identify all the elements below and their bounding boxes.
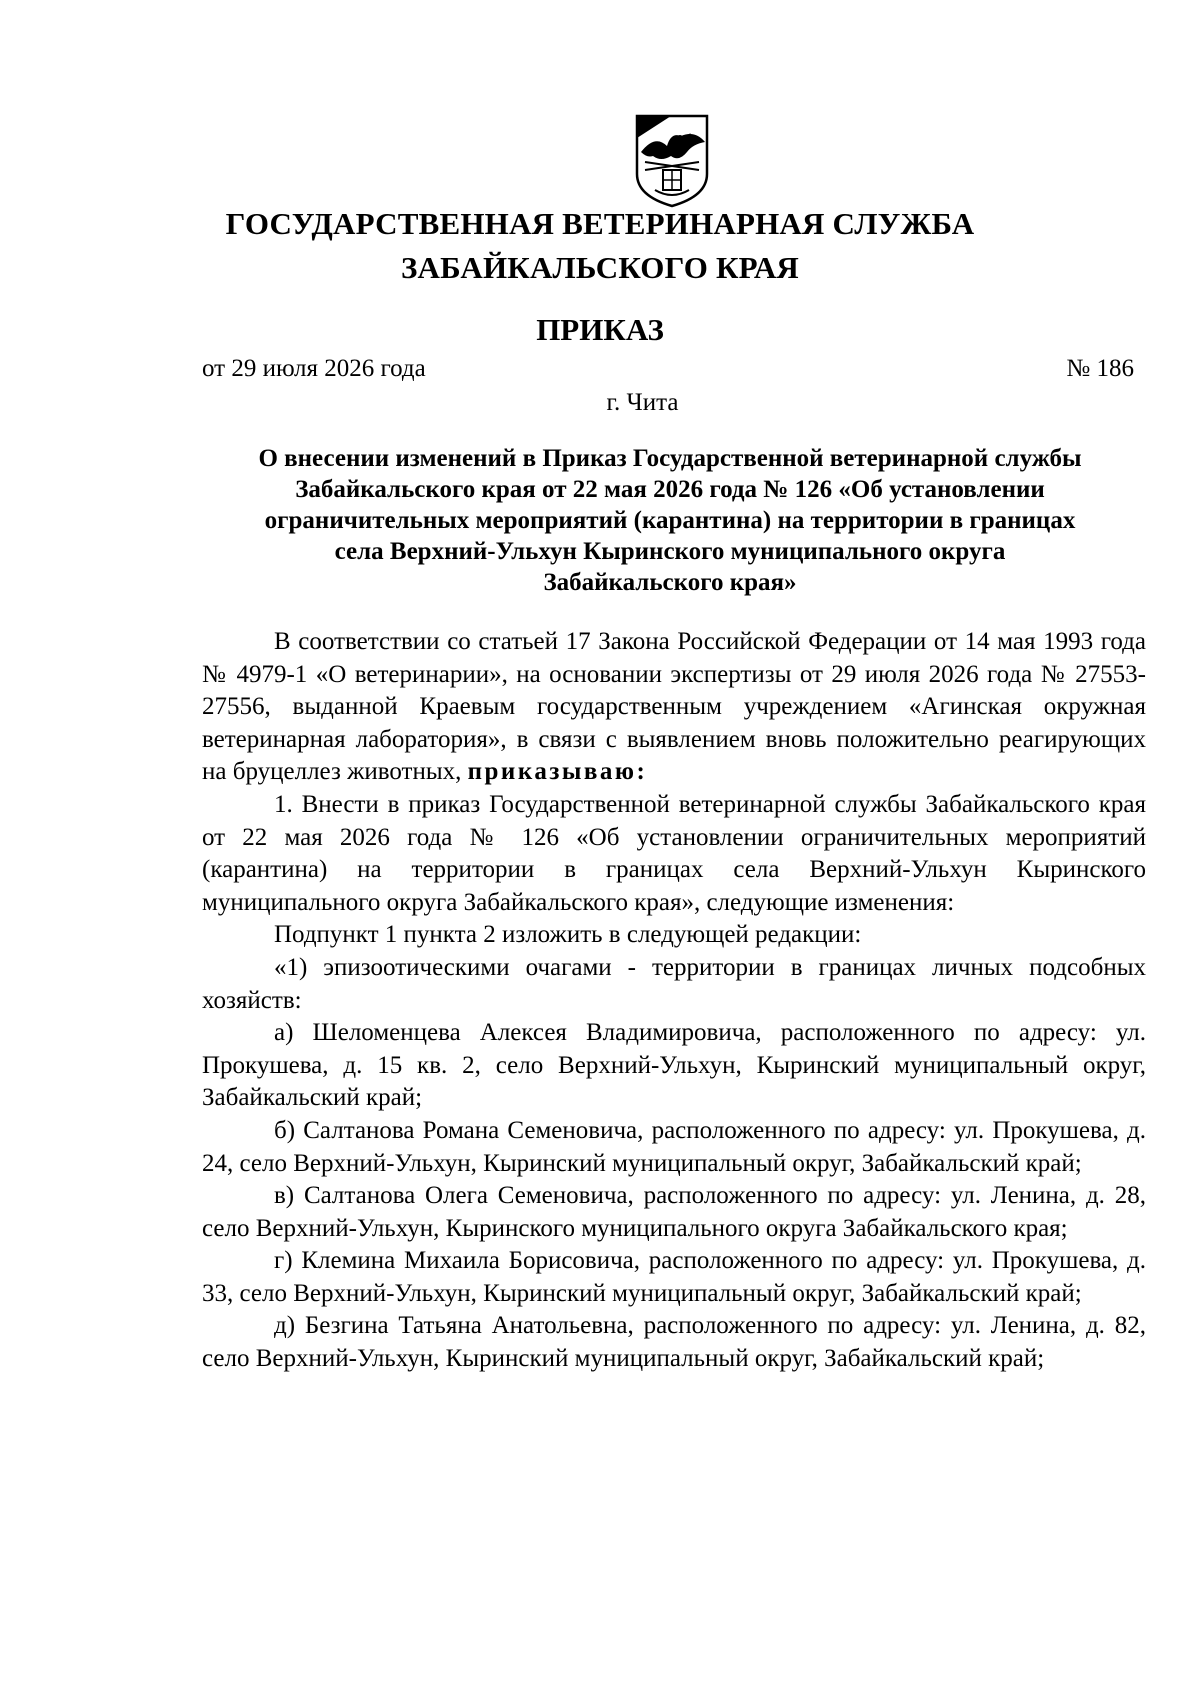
coat-of-arms-icon: [633, 112, 711, 208]
title-line: Забайкальского края от 22 мая 2026 года № 126 «Об установлении: [295, 476, 1045, 503]
organization-name-line2: ЗАБАЙКАЛЬСКОГО КРАЯ: [400, 250, 800, 285]
organization-name-line1: ГОСУДАРСТВЕННАЯ ВЕТЕРИНАРНАЯ СЛУЖБА: [225, 206, 975, 241]
preamble-paragraph: [202, 626, 1146, 789]
title-line: Забайкальского края»: [543, 569, 797, 596]
order-word: приказываю:: [467, 758, 648, 786]
list-item: д) Безгина Татьяна Анатольевна, расположенного по адресу: ул. Ленина, д. 82, село Верхний-Ульхун, Кыринский муниципальный округ, Забайкальский край;: [202, 1312, 1146, 1373]
list-item: а) Шеломенцева Алексея Владимировича, расположенного по адресу: ул. Прокушева, д. 15 кв. 2, село Верхний-Ульхун, Кыринский муниципальный округ, Забайкальский край;: [202, 1019, 1146, 1112]
preamble-text: В соответствии со статьей 17 Закона Российской Федерации от 14 мая 1993 года № 4979-1 «О ветеринарии», на основании экспертизы от 29 июля 2026 года № 27553-27556, выданной Краевым государственным учреждением «Агинская окружная ветеринарная лаборатория», в связи с выявлением вновь положительно реагирующих на бруцеллез животных,: [202, 628, 1146, 786]
list-item: в) Салтанова Олега Семеновича, расположенного по адресу: ул. Ленина, д. 28, село Верхний-Ульхун, Кыринского муниципального округа Забайкальского края;: [202, 1182, 1146, 1242]
document-type: ПРИКАЗ: [536, 312, 664, 347]
title-line: О внесении изменений в Приказ Государственной ветеринарной службы: [258, 445, 1082, 472]
document-body: [202, 626, 1146, 1376]
list-item: г) Клемина Михаила Борисовича, расположенного по адресу: ул. Прокушева, д. 33, село Верхний-Ульхун, Кыринский муниципальный округ, Забайкальский край;: [202, 1247, 1146, 1307]
title-line: села Верхний-Ульхун Кыринского муниципального округа: [334, 538, 1006, 565]
title-line: ограничительных мероприятий (карантина) на территории в границах: [264, 507, 1076, 534]
document-number: № 186: [1066, 355, 1134, 382]
document-date: от 29 июля 2026 года: [202, 355, 426, 382]
list-item: б) Салтанова Романа Семеновича, расположенного по адресу: ул. Прокушева, д. 24, село Верхний-Ульхун, Кыринский муниципальный округ, Забайкальский край;: [202, 1116, 1146, 1177]
quote-intro-paragraph: «1) эпизоотическими очагами - территории в границах личных подсобных хозяйств:: [202, 953, 1146, 1014]
document-city: г. Чита: [606, 389, 679, 416]
item-1-paragraph: 1. Внести в приказ Государственной ветеринарной службы Забайкальского края от 22 мая 2026 года № 126 «Об установлении ограничительных мероприятий (карантина) на территории в границах села Верхний-Ульхун Кыринского муниципального округа Забайкальского края», следующие изменения:: [202, 790, 1146, 916]
subitem-intro-paragraph: Подпункт 1 пункта 2 изложить в следующей редакции:: [274, 921, 862, 949]
document-title: [190, 443, 1150, 598]
